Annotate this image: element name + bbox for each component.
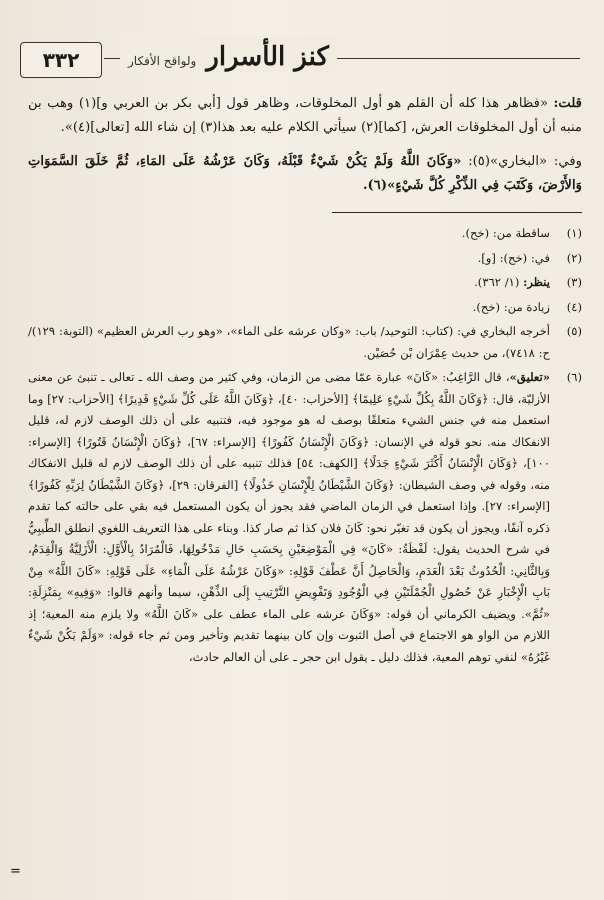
footnote-text: [28, 321, 550, 364]
book-subtitle: ولواقح الأفكار: [128, 54, 197, 68]
paragraph-text: وفي: «البخاري»(٥):: [461, 154, 582, 169]
footnote: [28, 272, 582, 294]
footnote-body: في: (خح): [و].: [477, 250, 550, 265]
page-body: [28, 92, 582, 668]
footnote: [28, 248, 582, 270]
footnote-text: [28, 223, 550, 245]
main-paragraph-2: [28, 150, 582, 198]
footnote-number: (٦): [566, 370, 582, 384]
hadith-quote: «وَكَانَ اللَّهُ وَلَمْ يَكُنْ شَيْءٌ قَبْلَهُ، وَكَانَ عَرْشُهُ عَلَى المَاءِ، ثُمَّ خَلَقَ السَّمَوَاتِ وَالأَرْضَ، وَكَتَبَ فِي الذِّكْرِ كُلَّ شَيْءٍ»(٦).: [28, 154, 582, 193]
footnote-number: (١): [566, 226, 582, 240]
paragraph-lead: قلت:: [553, 96, 582, 111]
footnote-body: (١/ ٣٦٢).: [474, 275, 524, 289]
footnote-number: (٤): [566, 299, 582, 314]
footnote: [28, 297, 582, 319]
footnote-body: ، قال الرَّاغِبُ: «كَانَ» عبارة عمّا مضى من الزمان، وفي كثير من وصف الله ـ تعالى ـ تنبئ عن معنى الأزليّة، قال: ﴿وَكَانَ اللَّهُ بِكُلِّ شَيْءٍ عَلِيمًا﴾ [الأحزاب: ٤٠]، ﴿وَكَانَ اللَّهُ عَلَى كُلِّ شَيْءٍ قَدِيرًا﴾ [الأحزاب: ٢٧] وما استعمل منه في جنس الشيء متعلقًا بوصف له هو موجود فيه، فتنبيه على أن ذلك الوصف لازم له، قليل الانفكاك منه. نحو قوله في الإنسان: ﴿وَكَانَ الْإِنْسَانُ كَفُورًا﴾ [الإسراء: ٦٧]، ﴿وَكَانَ الْإِنْسَانُ قَتُورًا﴾ [الإسراء: ١٠٠]، ﴿وَكَانَ الْإِنْسَانُ أَكْثَرَ شَيْءٍ جَدَلًا﴾ [الكهف: ٥٤] فذلك تنبيه على أن ذلك الوصف لازم له قليل الانفكاك منه، وقوله في وصف الشيطان: ﴿وَكَانَ الشَّيْطَانُ لِلْإِنْسَانِ خَذُولًا﴾ [الفرقان: ٢٩]، ﴿وَكَانَ الشَّيْطَانُ لِرَبِّهِ كَفُورًا﴾ [الإسراء: ٢٧]. وإذا استعمل في الزمان الماضي فقد يجوز أن يكون المستعمل فيه بقي على حالته كما تقدم ذكره آنفًا، ويجوز أن يكون قد تغيّر نحو: كَانَ فلان كذا ثم صار كذا. وبناء على هذا التعريف اللغوي انطلق الطِّيبِيُّ في شرح الحديث يقول: لَفْظَةُ: «كَانَ» فِي الْمَوْضِعَيْنِ بِحَسَبِ حَالِ مَدْخُولِهَا، فَالْمُرَادُ بِالْأَوَّلِ: الْأَزَلِيَّةُ وَالْقِدَمُ، وَبِالثَّانِي: الْحُدُوثُ بَعْدَ الْعَدَمِ، وَالْحَاصِلُ أَنَّ عَطْفَ قَوْلِهِ: «وَكَانَ عَرْشُهُ عَلَى الْمَاءِ» عَلَى قَوْلِهِ: «كَانَ اللَّهُ» مِنْ بَابِ الْإِخْبَارِ عَنْ حُصُولِ الْجُمْلَتَيْنِ فِي الْوُجُودِ وَتَفْوِيضِ التَّرْتِيبِ إِلَى الذِّهْنِ، سيما وأنهم قالوا: «وَفِيهِ» بِمَنْزِلَةِ: «ثُمَّ». ويضيف الكرماني أن قوله: «وَكَانَ عرشه على الماء عطف على «كَانَ اللَّهُ» ولا يلزم منه المعية؛ إذ اللازم من الواو هو الاجتماع في أصل الثبوت وإن كان بينهما تقديم وتأخير ومن ثم جاء قوله: «وَلَمْ يَكُنْ شَيْءٌ غَيْرُهُ» لنفي توهم المعية، فذلك دليل ـ يقول ابن حجر ـ على أن العالم حادث،: [28, 370, 550, 664]
footnote-text: [28, 367, 550, 668]
footnote-body: أخرجه البخاري في: (كتاب: التوحيد/ باب: «وكان عرشه على الماء»، «وهو رب العرش العظيم» (التوبة: ١٢٩)/ ح: ٧٤١٨)، من حديث عِمْرَان بْن حُصَيْن.: [28, 324, 550, 360]
footnote-text: [28, 297, 550, 319]
footnote-number: (٢): [566, 250, 582, 265]
page-number: ٣٣٢: [20, 42, 102, 78]
footnote: [28, 321, 582, 364]
running-title: [120, 36, 337, 72]
footnote-text: [28, 272, 550, 294]
footnotes: [28, 223, 582, 668]
book-title: كنز الأسرار: [206, 42, 329, 72]
footnote-lead: «تعليق»: [509, 370, 550, 384]
paragraph-text: «فظاهر هذا كله أن القلم هو أول المخلوقات، وظاهر قول [أبي بكر بن العربي و](١) وهب بن منبه أن أول المخلوقات العرش، [كما](٢) سيأتي الكلام عليه بعد هذا(٣) إن شاء الله [تعالى](٤)».: [28, 96, 582, 135]
footnote: [28, 367, 582, 668]
footnote-text: [28, 248, 550, 270]
main-paragraph-1: [28, 92, 582, 140]
continuation-mark: =: [10, 864, 21, 879]
footnote-divider: [332, 212, 582, 213]
footnote-lead: ينظر:: [523, 275, 550, 289]
footnote-body: ساقطة من: (خح).: [461, 226, 550, 240]
footnote-body: زيادة من: (خح).: [472, 299, 550, 314]
footnote: [28, 223, 582, 245]
footnote-number: (٣): [566, 275, 582, 289]
page-header: [20, 34, 580, 86]
footnote-number: (٥): [566, 324, 582, 338]
